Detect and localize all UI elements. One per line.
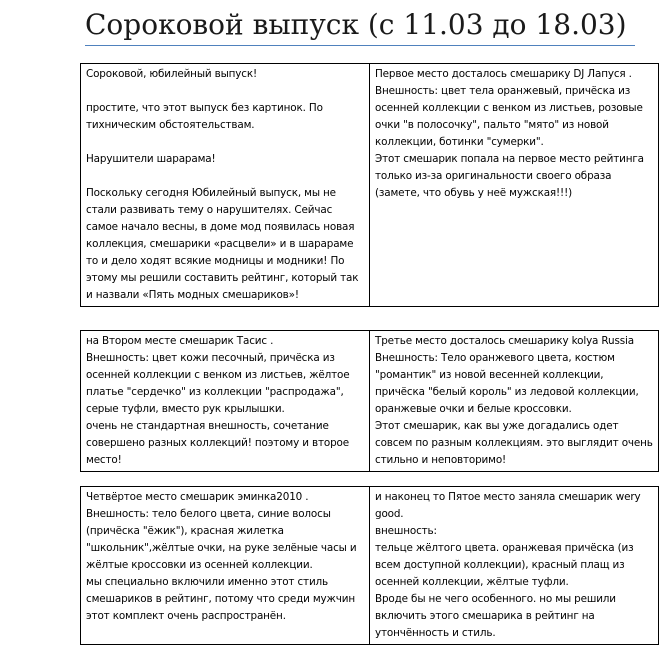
table-row <box>81 331 659 472</box>
second-place-title: на Втором месте смешарик Тасис . <box>86 335 274 347</box>
content-table-3 <box>80 486 659 645</box>
section-heading: Нарушители шарарама! <box>86 153 216 165</box>
table-row <box>81 487 659 645</box>
fourth-place-appearance: Внешность: тело белого цвета, синие волосы (причёска "ёжик"), красная жилетка "школьник",жёлтые очки, на руке зелёные часы и жёлтые кроссовки из осенней коллекции. <box>86 508 357 571</box>
fifth-place-title: и наконец то Пятое место заняла смешарик wery good. <box>375 491 641 520</box>
third-place-appearance: Внешность: Тело оранжевого цвета, костюм "романтик" из новой весенней коллекции, причёска "белый король" из ледовой коллекции, оранжевые очки и белые кроссовки. <box>375 352 639 415</box>
intro-paragraph: Поскольку сегодня Юбилейный выпуск, мы не стали развивать тему о нарушителях. Сейчас самое начало весны, в доме мод появилась новая коллекция, смешарики «расцвели» и в шарараме то и дело ходят всякие модницы и модники! По этому мы решили составить рейтинг, который так и назвали «Пять модных смешариков»! <box>86 187 359 301</box>
content-table-2 <box>80 330 659 472</box>
fifth-place-appearance-label: внешность: <box>375 525 437 537</box>
title-underline <box>85 45 635 46</box>
first-place-comment: Этот смешарик попала на первое место рейтинга только из-за оригинальности своего образа (замете, что обувь у неё мужская!!!) <box>375 153 644 199</box>
table-cell-intro <box>81 64 370 307</box>
table-cell-second-place <box>81 331 370 472</box>
fourth-place-title: Четвёртое место смешарик эминка2010 . <box>86 491 309 503</box>
fifth-place-appearance: тельце жёлтого цвета. оранжевая причёска (из всем доступной коллекции), красный плащ из осенней коллекции, жёлтые туфли. <box>375 542 634 588</box>
content-table-1 <box>80 63 659 307</box>
page-title: Сороковой выпуск (с 11.03 до 18.03) <box>85 8 627 41</box>
table-cell-fifth-place <box>370 487 659 645</box>
second-place-appearance: Внешность: цвет кожи песочный, причёска из осенней коллекции с венком из листьев, жёлтое платье "сердечко" из коллекции "распродажа", серые туфли, вместо рук крылышки. <box>86 352 350 415</box>
table-cell-fourth-place <box>81 487 370 645</box>
table-cell-third-place <box>370 331 659 472</box>
fifth-place-comment: Вроде бы не чего особенного. но мы решили включить этого смешарика в рейтинг на утончённость и стиль. <box>375 593 616 639</box>
first-place-title: Первое место досталось смешарику DJ Лапуся . <box>375 68 632 80</box>
apology-text: простите, что этот выпуск без картинок. По тихническим обстоятельствам. <box>86 102 323 131</box>
third-place-title: Третье место досталось смешарику kolya Russia <box>375 335 634 347</box>
intro-heading: Сороковой, юбилейный выпуск! <box>86 68 258 80</box>
third-place-comment: Этот смешарик, как вы уже догадались одет совсем по разным коллекциям. это выглядит очень стильно и неповторимо! <box>375 420 653 466</box>
table-cell-first-place <box>370 64 659 307</box>
table-row <box>81 64 659 307</box>
fourth-place-comment: мы специально включили именно этот стиль смешариков в рейтинг, потому что среди мужчин этот комплект очень распространён. <box>86 576 355 622</box>
first-place-appearance: Внешность: цвет тела оранжевый, причёска из осенней коллекции с венком из листьев, розовые очки "в полосочку", пальто "мято" из новой коллекции, ботинки "сумерки". <box>375 85 643 148</box>
second-place-comment: очень не стандартная внешность, сочетание совершено разных коллекций! поэтому и второе место! <box>86 420 349 466</box>
